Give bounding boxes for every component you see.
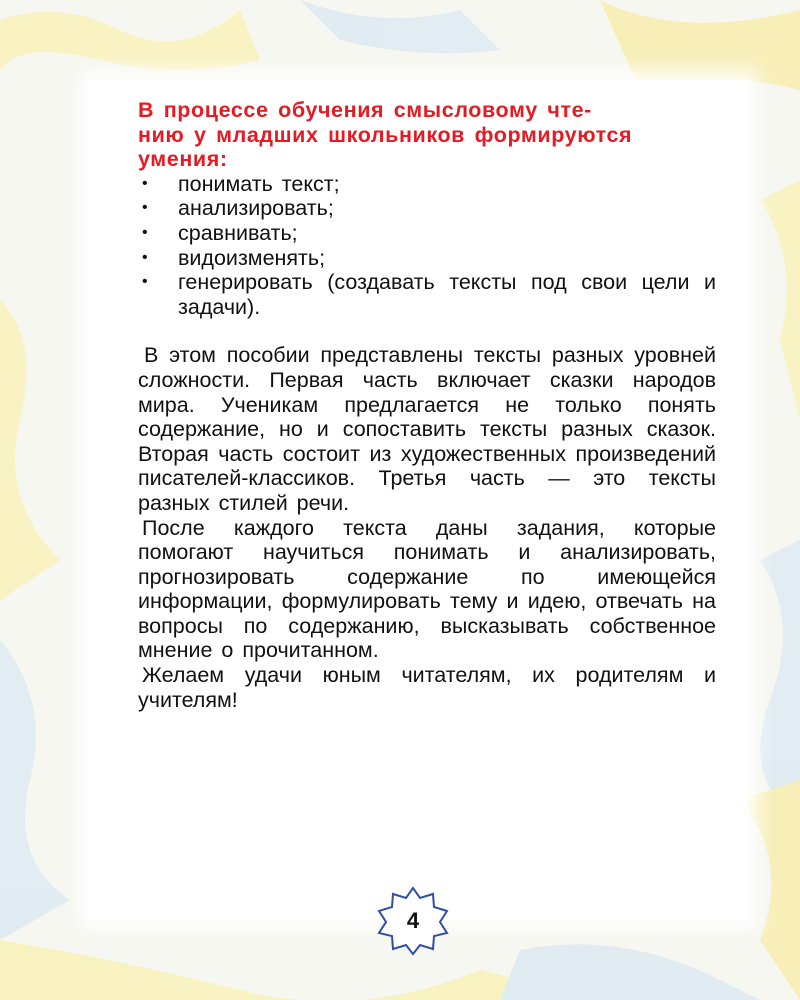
list-item: • сравнивать; (142, 220, 298, 245)
list-item: • понимать текст; (142, 171, 340, 196)
bullet-icon: • (142, 199, 148, 217)
page-content (138, 98, 716, 712)
paragraph-3: Желаем удачи юным читателям, их родителям и учителям! (138, 663, 716, 712)
intro-heading (138, 98, 716, 172)
page-number: 4 (406, 908, 420, 933)
spacer (138, 319, 716, 343)
bullet-icon: • (142, 174, 148, 192)
intro-line-2: нию у младших школьников формируются (138, 122, 633, 147)
list-item: • генерировать (создавать тексты под свои цели и задачи). (142, 270, 716, 319)
bullet-icon: • (142, 223, 148, 241)
paragraph-2: После каждого текста даны задания, которые помогают научиться понимать и анализировать, прогнозировать содержание по имеющейся информации, формулировать тему и идею, отвечать на вопросы по содержанию, высказывать собственное мнение о прочитанном. (138, 515, 716, 663)
paragraph-1: В этом пособии представлены тексты разных уровней сложности. Первая часть включает сказки народов мира. Ученикам предлагается не только понять содержание, но и сопоставить тексты разных сказок. Вторая часть состоит из художественных произведений писателей-классиков. Третья часть — это тексты разных стилей речи. (138, 343, 716, 515)
bullet-icon: • (142, 273, 148, 291)
intro-line-1: В процессе обучения смысловому чте- (138, 98, 592, 122)
page-number-badge (376, 886, 450, 956)
skills-list (138, 172, 716, 320)
bullet-icon: • (142, 248, 148, 266)
list-item: • видоизменять; (142, 245, 326, 270)
intro-line-3: умения: (138, 147, 228, 172)
list-item: • анализировать; (142, 196, 334, 221)
